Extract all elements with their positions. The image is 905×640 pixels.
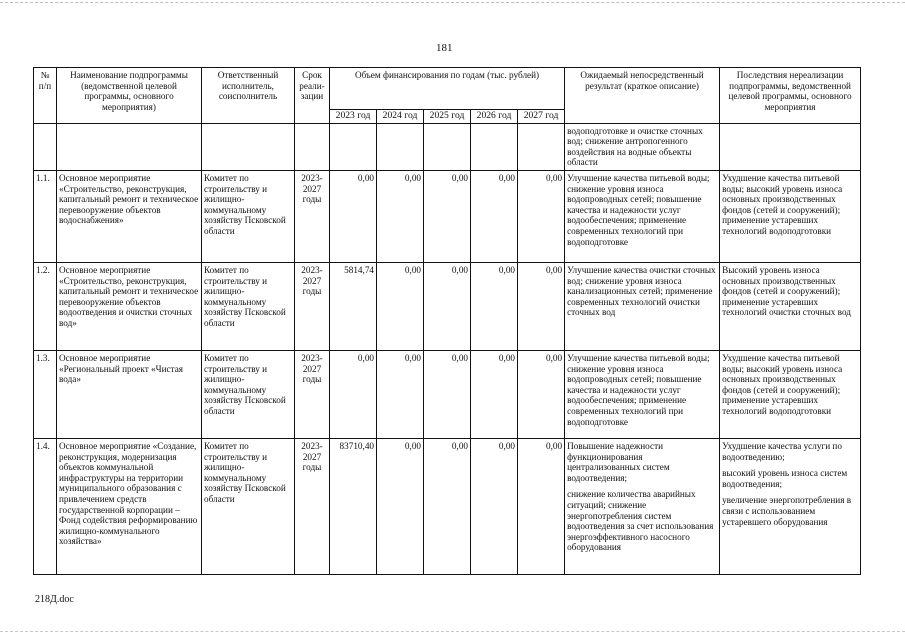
cell-value-2026: 0,00 bbox=[471, 170, 518, 262]
cell-result: водоподготовке и очистке сточных вод; снижение антропогенного воздействия на водные объекты области bbox=[565, 123, 720, 170]
cell-num: 1.2. bbox=[34, 262, 57, 350]
footer-filename: 218Д.doc bbox=[35, 594, 74, 605]
cell-term: 2023-2027 годы bbox=[295, 350, 330, 438]
cell-value-2024: 0,00 bbox=[377, 350, 424, 438]
cell-result: Улучшение качества питьевой воды; снижение уровня износа водопроводных сетей; повышение качества и надежности услуг водообеспечения; применение современных технологий при водоподготовке bbox=[565, 350, 720, 438]
cell-value-2024: 0,00 bbox=[377, 170, 424, 262]
cell-value-2026: 0,00 bbox=[471, 262, 518, 350]
cell-value-2024: 0,00 bbox=[377, 438, 424, 574]
cell-name: Основное мероприятие «Создание, реконструкция, модернизация объектов коммунальной инфраструктуры на территории муниципального образования с привлечением средств государственной корпорации – Фонд содействия реформированию жилищно-коммунального хозяйства» bbox=[57, 438, 202, 574]
cell-empty bbox=[424, 123, 471, 170]
cell-term: 2023-2027 годы bbox=[295, 170, 330, 262]
table-row-continuation bbox=[34, 123, 861, 170]
cell-empty bbox=[57, 123, 202, 170]
header-executor: Ответственный исполнитель, соисполнитель bbox=[202, 68, 295, 124]
table-row bbox=[34, 438, 861, 574]
header-year-2027: 2027 год bbox=[518, 110, 565, 124]
cell-value-2025: 0,00 bbox=[424, 262, 471, 350]
cell-name: Основное мероприятие «Строительство, реконструкция, капитальный ремонт и техническое перевооружение объектов водоотведения и очистки сточных вод» bbox=[57, 262, 202, 350]
header-num: № п/п bbox=[34, 68, 57, 124]
cell-executor: Комитет по строительству и жилищно-коммунальному хозяйству Псковской области bbox=[202, 438, 295, 574]
cell-value-2023: 83710,40 bbox=[330, 438, 377, 574]
header-year-2026: 2026 год bbox=[471, 110, 518, 124]
cell-term: 2023-2027 годы bbox=[295, 438, 330, 574]
cell-value-2023: 5814,74 bbox=[330, 262, 377, 350]
cell-result: Улучшение качества питьевой воды; снижение уровня износа водопроводных сетей; повышение качества и надежности услуг водообеспечения; применение современных технологий при водоподготовке bbox=[565, 170, 720, 262]
scan-artifact-bottom bbox=[0, 631, 905, 632]
cell-name: Основное мероприятие «Строительство, реконструкция, капитальный ремонт и техническое перевооружение объектов водоснабжения» bbox=[57, 170, 202, 262]
cell-value-2023: 0,00 bbox=[330, 350, 377, 438]
program-activities-table bbox=[33, 67, 861, 575]
header-result: Ожидаемый непосредственный результат (краткое описание) bbox=[565, 68, 720, 124]
cell-value-2025: 0,00 bbox=[424, 170, 471, 262]
cell-empty bbox=[471, 123, 518, 170]
table-row bbox=[34, 262, 861, 350]
cell-empty bbox=[330, 123, 377, 170]
cell-term: 2023-2027 годы bbox=[295, 262, 330, 350]
page-number: 181 bbox=[436, 42, 453, 54]
cell-consequences: Высокий уровень износа основных производственных фондов (сетей и сооружений); применение устаревших технологий очистки сточных вод bbox=[720, 262, 861, 350]
cell-consequences: Ухудшение качества питьевой воды; высокий уровень износа основных производственных фондов (сетей и сооружений); применение устаревших технологий водоподготовки bbox=[720, 350, 861, 438]
cell-value-2027: 0,00 bbox=[518, 262, 565, 350]
cell-executor: Комитет по строительству и жилищно-коммунальному хозяйству Псковской области bbox=[202, 170, 295, 262]
cell-num: 1.4. bbox=[34, 438, 57, 574]
cell-value-2027: 0,00 bbox=[518, 438, 565, 574]
cell-name: Основное мероприятие «Региональный проект «Чистая вода» bbox=[57, 350, 202, 438]
cell-empty bbox=[295, 123, 330, 170]
cell-value-2027: 0,00 bbox=[518, 170, 565, 262]
consequence-paragraph: Ухудшение качества услуги по водоотведению; bbox=[722, 440, 842, 462]
header-year-2024: 2024 год bbox=[377, 110, 424, 124]
cell-value-2025: 0,00 bbox=[424, 350, 471, 438]
cell-executor: Комитет по строительству и жилищно-коммунальному хозяйству Псковской области bbox=[202, 262, 295, 350]
cell-value-2023: 0,00 bbox=[330, 170, 377, 262]
header-name: Наименование подпрограммы (ведомственной целевой программы, основного мероприятия) bbox=[57, 68, 202, 124]
cell-result: Улучшение качества очистки сточных вод; снижение уровня износа канализационных сетей; применение современных технологий очистки сточных вод bbox=[565, 262, 720, 350]
consequence-paragraph: увеличение энергопотребления в связи с использованием устаревшего оборудования bbox=[722, 495, 852, 527]
cell-consequences bbox=[720, 438, 861, 574]
cell-result bbox=[565, 438, 720, 574]
consequence-paragraph: высокий уровень износа систем водоотведения; bbox=[722, 468, 848, 489]
header-year-2023: 2023 год bbox=[330, 110, 377, 124]
cell-empty bbox=[518, 123, 565, 170]
result-paragraph: снижение количества аварийных ситуаций; снижение энергопотребления систем водоотведения за счет использования энергоэффективного насосного оборудования bbox=[567, 489, 714, 553]
cell-empty bbox=[202, 123, 295, 170]
header-consequences: Последствия нереализации подпрограммы, ведомственной целевой программы, основного мероприятия bbox=[720, 68, 861, 124]
cell-num: 1.1. bbox=[34, 170, 57, 262]
cell-value-2025: 0,00 bbox=[424, 438, 471, 574]
result-paragraph: Повышение надежности функционирования централизованных систем водоотведения; bbox=[567, 440, 670, 483]
cell-value-2027: 0,00 bbox=[518, 350, 565, 438]
scan-artifact-top bbox=[0, 2, 905, 3]
table-row bbox=[34, 350, 861, 438]
cell-value-2026: 0,00 bbox=[471, 350, 518, 438]
header-funding-group: Объем финансирования по годам (тыс. рублей) bbox=[330, 68, 565, 110]
table-header-row bbox=[34, 68, 861, 110]
cell-empty bbox=[377, 123, 424, 170]
cell-value-2024: 0,00 bbox=[377, 262, 424, 350]
cell-num: 1.3. bbox=[34, 350, 57, 438]
header-term: Срок реали- зации bbox=[295, 68, 330, 124]
header-year-2025: 2025 год bbox=[424, 110, 471, 124]
cell-consequences: Ухудшение качества питьевой воды; высокий уровень износа основных производственных фондов (сетей и сооружений); применение устаревших технологий водоподготовки bbox=[720, 170, 861, 262]
cell-value-2026: 0,00 bbox=[471, 438, 518, 574]
table-row bbox=[34, 170, 861, 262]
cell-empty bbox=[720, 123, 861, 170]
cell-executor: Комитет по строительству и жилищно-коммунальному хозяйству Псковской области bbox=[202, 350, 295, 438]
cell-empty bbox=[34, 123, 57, 170]
